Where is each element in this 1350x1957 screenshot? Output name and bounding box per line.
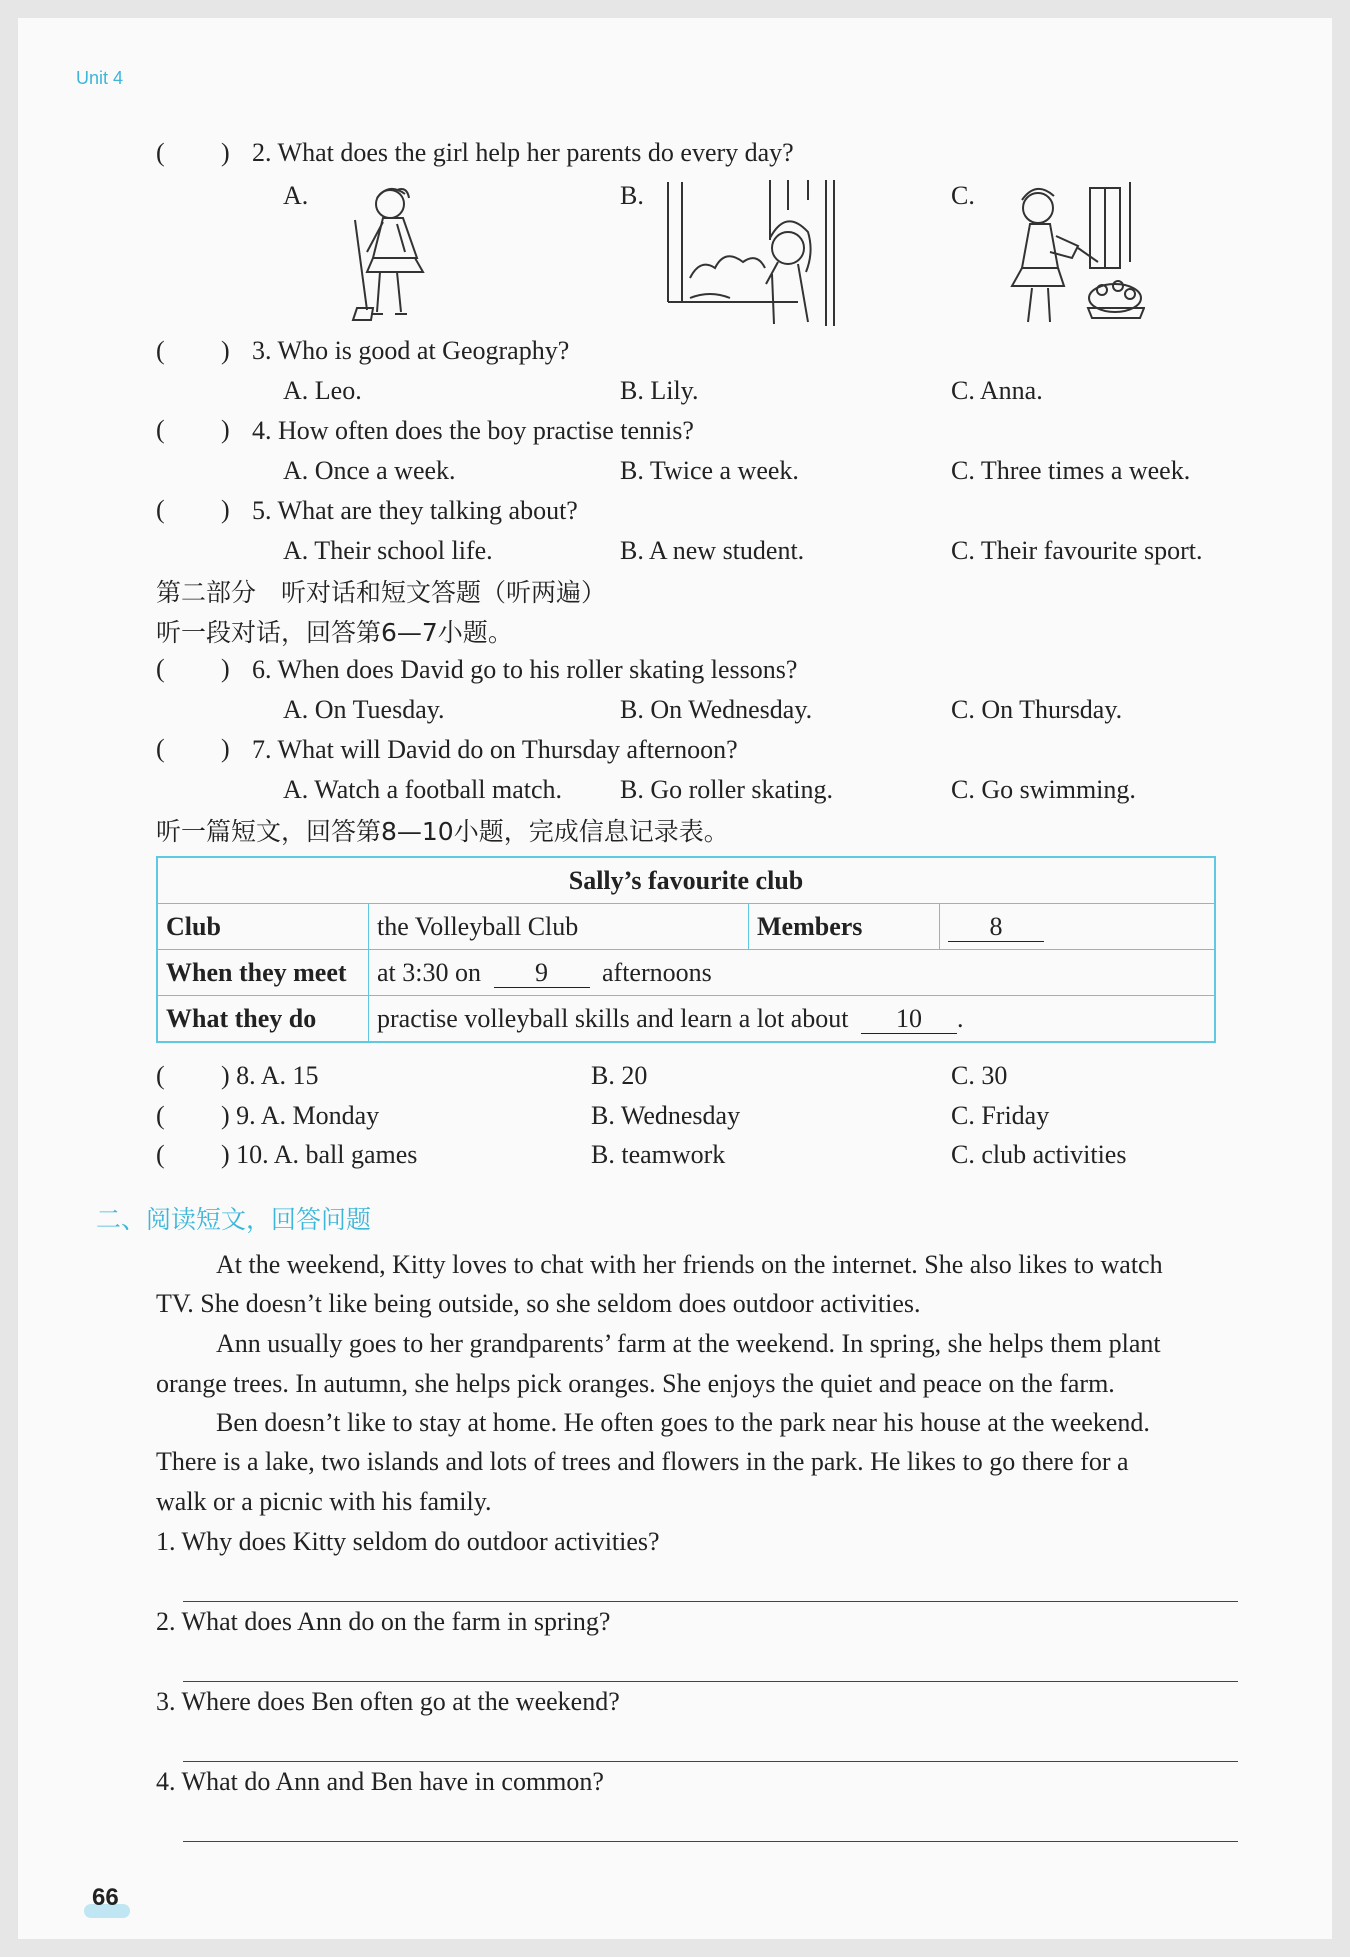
answer-paren-open: ( [156,1140,165,1169]
q2-option-b-label: B. [620,181,644,210]
passage-line: There is a lake, two islands and lots of trees and flowers in the park. He likes to go there for a [156,1447,1129,1476]
section-2-title: 二、阅读短文，回答问题 [96,1205,372,1234]
meet-label: When they meet [157,950,369,996]
q6-option-a: A. On Tuesday. [283,695,445,724]
passage-line: Ann usually goes to her grandparents’ farm at the weekend. In spring, she helps them plant [216,1329,1161,1358]
q9-option-b: B. Wednesday [591,1101,741,1130]
blank-8[interactable]: 8 [948,913,1044,942]
q8-option-c: C. 30 [951,1061,1008,1090]
club-label: Club [157,904,369,950]
q3-option-a: A. Leo. [283,376,362,405]
reading-question-1: 1. Why does Kitty seldom do outdoor activities? [156,1527,660,1556]
do-value [369,996,1216,1043]
answer-paren-open: ( [156,495,165,524]
q2-option-a-label: A. [283,181,309,210]
q10-option-b: B. teamwork [591,1140,726,1169]
passage-line: TV. She doesn’t like being outside, so she seldom does outdoor activities. [156,1289,921,1318]
q4-option-b: B. Twice a week. [620,456,799,485]
q9-option-c: C. Friday [951,1101,1050,1130]
info-record-table [156,856,1216,1043]
do-prefix: practise volleyball skills and learn a lot about [377,1003,849,1033]
q7-option-b: B. Go roller skating. [620,775,834,804]
answer-paren-open: ( [156,415,165,444]
question-3: 3. Who is good at Geography? [252,336,570,365]
answer-paren-close: ) [221,336,230,365]
answer-paren-close: ) [221,495,230,524]
q5-option-c: C. Their favourite sport. [951,536,1203,565]
meet-prefix: at 3:30 on [377,957,481,987]
club-value: the Volleyball Club [369,904,749,950]
q6-option-b: B. On Wednesday. [620,695,813,724]
q5-option-a: A. Their school life. [283,536,493,565]
part-2-title: 第二部分 听对话和短文答题（听两遍） [156,578,607,607]
answer-paren-close: ) [221,654,230,683]
answer-paren-open: ( [156,1061,165,1090]
q2-option-c-label: C. [951,181,975,210]
question-5: 5. What are they talking about? [252,496,578,525]
q10-option-c: C. club activities [951,1140,1127,1169]
question-7: 7. What will David do on Thursday afternoon? [252,735,738,764]
answer-line-4[interactable] [183,1841,1238,1842]
reading-question-3: 3. Where does Ben often go at the weekend? [156,1687,620,1716]
passage-line: Ben doesn’t like to stay at home. He often goes to the park near his house at the weekend. [216,1408,1150,1437]
passage-line: At the weekend, Kitty loves to chat with her friends on the internet. She also likes to watch [216,1250,1163,1279]
passage-instruction: 听一篇短文，回答第8—10小题，完成信息记录表。 [156,817,729,846]
question-8: ) 8. A. 15 [221,1061,319,1090]
passage-line: walk or a picnic with his family. [156,1487,492,1516]
answer-paren-close: ) [221,415,230,444]
answer-paren-open: ( [156,654,165,683]
answer-paren-close: ) [221,734,230,763]
table-title: Sally’s favourite club [157,857,1215,904]
blank-10[interactable]: 10 [861,1005,957,1034]
meet-value [369,950,1216,996]
answer-paren-close: ) [221,138,230,167]
unit-label: Unit 4 [76,68,124,88]
answer-paren-open: ( [156,734,165,763]
members-label: Members [749,904,940,950]
q3-option-c: C. Anna. [951,376,1043,405]
passage-line: orange trees. In autumn, she helps pick oranges. She enjoys the quiet and peace on the farm. [156,1369,1115,1398]
q3-option-b: B. Lily. [620,376,699,405]
reading-question-2: 2. What does Ann do on the farm in spring? [156,1607,611,1636]
q5-option-b: B. A new student. [620,536,805,565]
answer-paren-open: ( [156,138,165,167]
q7-option-a: A. Watch a football match. [283,775,563,804]
members-cell [940,904,1216,950]
do-label: What they do [157,996,369,1043]
q6-option-c: C. On Thursday. [951,695,1123,724]
page-number: 66 [92,1884,119,1911]
q4-option-a: A. Once a week. [283,456,456,485]
girl-sweeping-illustration [335,180,450,325]
answer-paren-open: ( [156,336,165,365]
q7-option-c: C. Go swimming. [951,775,1136,804]
q4-option-c: C. Three times a week. [951,456,1191,485]
girl-watering-flowers-illustration [990,182,1145,327]
do-suffix: . [956,1003,964,1033]
reading-question-4: 4. What do Ann and Ben have in common? [156,1767,604,1796]
question-6: 6. When does David go to his roller skating lessons? [252,655,798,684]
meet-suffix: afternoons [602,957,712,987]
question-9: ) 9. A. Monday [221,1101,380,1130]
blank-9[interactable]: 9 [494,959,590,988]
question-10: ) 10. A. ball games [221,1140,418,1169]
girl-at-window-illustration [660,178,840,328]
question-2: 2. What does the girl help her parents do every day? [252,138,794,167]
dialogue-instruction: 听一段对话，回答第6—7小题。 [156,618,513,647]
question-4: 4. How often does the boy practise tennis? [252,416,694,445]
answer-paren-open: ( [156,1101,165,1130]
q8-option-b: B. 20 [591,1061,648,1090]
